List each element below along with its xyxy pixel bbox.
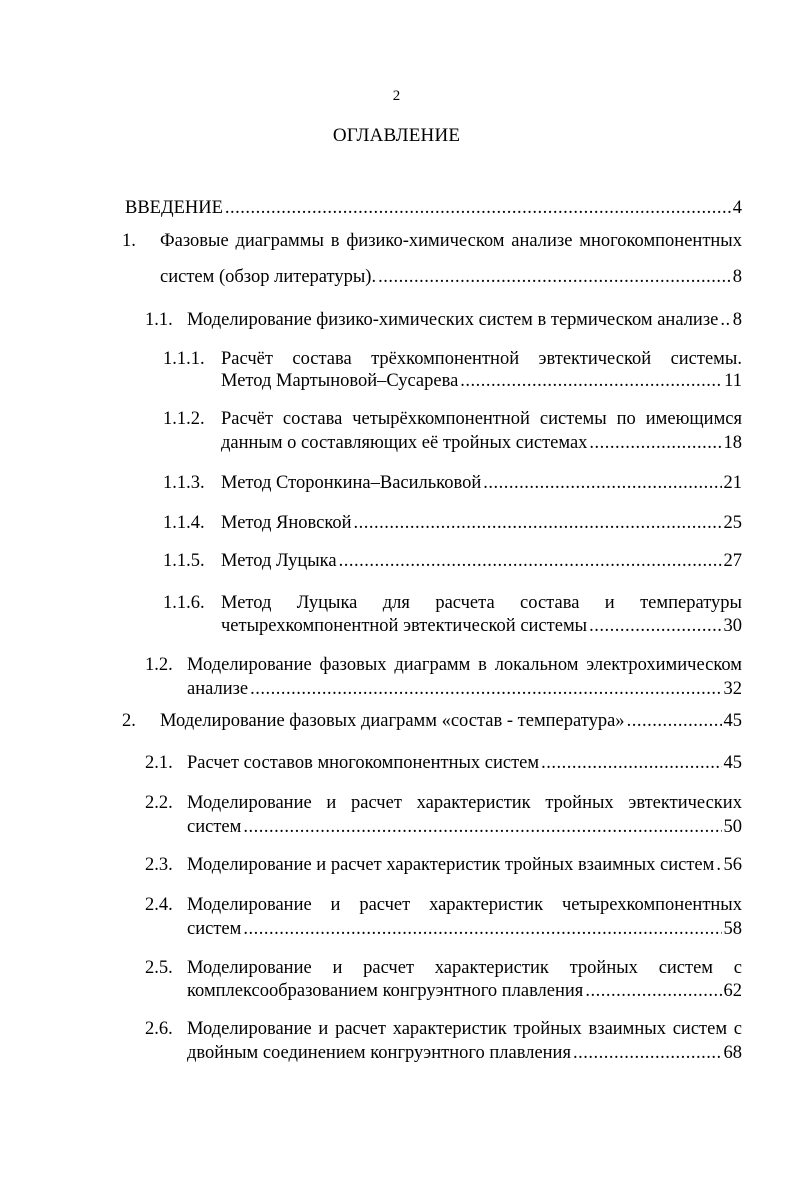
toc-entry-number: 1.1.1.: [163, 349, 205, 369]
dot-leader: [225, 197, 731, 219]
toc-page-number: 30: [723, 616, 742, 636]
toc-entry-title: систем (обзор литературы).: [160, 267, 377, 287]
toc-page-number: 8: [732, 267, 742, 287]
dot-leader: [720, 309, 730, 331]
toc-entry-number: 2.4.: [145, 895, 173, 915]
toc-entry-line: Моделирование фазовых диаграмм в локальном электрохимическом: [187, 655, 742, 675]
toc-entry-number: 1.1.3.: [163, 473, 205, 493]
toc-entry-line: [187, 918, 742, 940]
toc-entry-line: [221, 550, 742, 572]
toc-entry-number: 1.1.5.: [163, 551, 205, 571]
toc-entry-number: 1.1.2.: [163, 409, 205, 429]
dot-leader: [339, 550, 722, 572]
toc-entry-title: четырехкомпонентной эвтектической системы: [221, 616, 588, 636]
toc-page-number: 11: [724, 371, 742, 391]
toc-entry-line: Фазовые диаграммы в физико-химическом анализе многокомпонентных: [160, 231, 742, 251]
toc-entry-number: 2.2.: [145, 793, 173, 813]
toc-page-number: 21: [723, 473, 742, 493]
dot-leader: [589, 615, 721, 637]
toc-entry-line: [187, 854, 742, 876]
toc-entry-title: Моделирование фазовых диаграмм «состав - температура»: [160, 711, 625, 731]
toc-entry-title: анализе: [187, 679, 249, 699]
toc-entry-line: [160, 710, 742, 732]
toc-entry-line: [187, 816, 742, 838]
toc-entry-title: двойным соединением конгруэнтного плавления: [187, 1043, 571, 1063]
toc-entry-number: 1.1.4.: [163, 513, 205, 533]
toc-entry-title: систем: [187, 919, 242, 939]
dot-leader: [627, 710, 722, 732]
toc-entry-line: Метод Луцыка для расчета состава и температуры: [221, 593, 742, 613]
toc-entry-line: [221, 472, 742, 494]
toc-page-number: 27: [723, 551, 742, 571]
toc-entry-title: комплексообразованием конгруэнтного плавления: [187, 981, 584, 1001]
toc-page-number: 68: [723, 1043, 742, 1063]
toc-entry-title: Моделирование физико-химических систем в термическом анализе: [187, 310, 719, 330]
toc-entry-line: [187, 1042, 742, 1064]
toc-entry-title: Метод Мартыновой–Сусарева: [221, 371, 459, 391]
toc-entry-number: 1.1.6.: [163, 593, 205, 613]
toc-entry-number: 2.1.: [145, 753, 173, 773]
toc-page-number: 50: [723, 817, 742, 837]
dot-leader: [354, 512, 722, 534]
page-title: ОГЛАВЛЕНИЕ: [332, 125, 461, 146]
dot-leader: [460, 370, 722, 392]
toc-entry-line: Расчёт состава четырёхкомпонентной системы по имеющимся: [221, 409, 742, 429]
toc-entry-title: Метод Сторонкина–Васильковой: [221, 473, 482, 493]
toc-entry-title: Расчет составов многокомпонентных систем: [187, 753, 540, 773]
dot-leader: [483, 472, 721, 494]
dot-leader: [541, 752, 721, 774]
toc-entry-line: Моделирование и расчет характеристик тройных систем с: [187, 958, 742, 978]
toc-entry-line: [160, 266, 742, 288]
toc-entry-title: Метод Луцыка: [221, 551, 337, 571]
toc-entry-line: [221, 432, 742, 454]
toc-entry-line: [187, 309, 742, 331]
dot-leader: [716, 854, 721, 876]
toc-entry-line: [221, 512, 742, 534]
dot-leader: [378, 266, 731, 288]
toc-page-number: 56: [723, 855, 742, 875]
toc-entry-number: 2.6.: [145, 1019, 173, 1039]
dot-leader: [573, 1042, 722, 1064]
dot-leader: [243, 918, 721, 940]
dot-leader: [243, 816, 721, 838]
toc-entry-number: 1.2.: [145, 655, 173, 675]
toc-entry-number: 2.5.: [145, 958, 173, 978]
toc-entry-line: Моделирование и расчет характеристик тройных эвтектических: [187, 793, 742, 813]
toc-page-number: 32: [723, 679, 742, 699]
toc-entry-title: ВВЕДЕНИЕ: [125, 198, 223, 218]
toc-entry-title: Метод Яновской: [221, 513, 352, 533]
toc-entry-line: [125, 197, 742, 219]
toc-page-number: 62: [723, 981, 742, 1001]
toc-page-number: 4: [732, 198, 742, 218]
toc-entry-line: [187, 752, 742, 774]
toc-entry-line: [187, 980, 742, 1002]
toc-entry-line: [187, 678, 742, 700]
toc-entry-line: [221, 615, 742, 637]
dot-leader: [589, 432, 721, 454]
toc-entry-line: Расчёт состава трёхкомпонентной эвтектической системы.: [221, 349, 742, 369]
toc-page-number: 18: [723, 433, 742, 453]
page-number: 2: [392, 88, 401, 104]
toc-page-number: 45: [723, 711, 742, 731]
toc-entry-title: систем: [187, 817, 242, 837]
dot-leader: [250, 678, 721, 700]
toc-entry-number: 1.1.: [145, 310, 173, 330]
toc-entry-line: Моделирование и расчет характеристик четырехкомпонентных: [187, 895, 742, 915]
toc-page-number: 25: [723, 513, 742, 533]
toc-entry-number: 2.3.: [145, 855, 173, 875]
toc-entry-line: [221, 370, 742, 392]
dot-leader: [585, 980, 721, 1002]
toc-page-number: 8: [732, 310, 742, 330]
toc-entry-title: данным о составляющих её тройных системах: [221, 433, 588, 453]
toc-entry-number: 2.: [122, 711, 136, 731]
toc-page-number: 45: [723, 753, 742, 773]
toc-page-number: 58: [723, 919, 742, 939]
toc-entry-title: Моделирование и расчет характеристик тройных взаимных систем: [187, 855, 715, 875]
toc-entry-number: 1.: [122, 231, 136, 251]
toc-entry-line: Моделирование и расчет характеристик тройных взаимных систем с: [187, 1019, 742, 1039]
